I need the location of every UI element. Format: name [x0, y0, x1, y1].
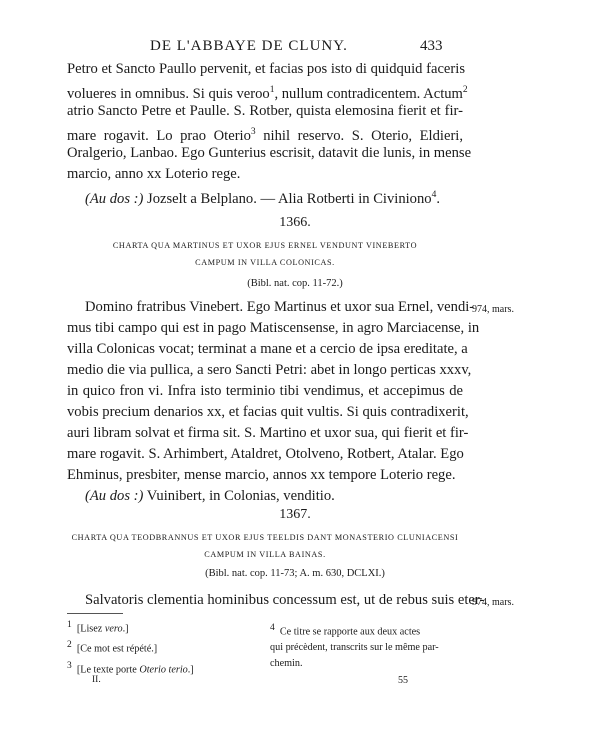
text-line: Ehminus, presbiter, mense marcio, annos xx tempore Loterio rege. [67, 467, 456, 483]
caption-line: CHARTA QUA MARTINUS ET UXOR EJUS ERNEL VENDUNT VINEBERTO [112, 241, 418, 250]
footnote-ref: 1 [269, 85, 275, 95]
signature-mark: 55 [398, 675, 408, 686]
text-line: marcio, anno xx Loterio rege. [67, 166, 241, 182]
footnote: $^2$ [Ce mot est répété.] [67, 640, 158, 655]
dorsal-line: (Au dos :) Jozselt a Belplano. — Alia Rotberti in Civiniono$^4$. [85, 190, 440, 207]
charter-caption [60, 529, 470, 563]
text-line: Petro et Sancto Paullo pervenit, et facias pos isto di quidquid faceris [67, 61, 465, 77]
text-line: Domino fratribus Vinebert. Ego Martinus et uxor sua Ernel, vendi- [85, 299, 475, 315]
source-reference: (Bibl. nat. cop. 11-72.) [247, 278, 343, 289]
charter-text [67, 297, 480, 507]
footnote-ref: 2 [462, 85, 468, 95]
text-line: vobis precium denarios xx, et facias quit vultis. Si quis contradixerit, [67, 404, 469, 420]
charter-text [67, 590, 485, 611]
text-line: medio die via pullica, a sero Sancti Petri: abet in longo perticas xxxv, [67, 362, 472, 378]
footnote-ref: 4 [431, 190, 437, 200]
footnote-ref: 3 [250, 127, 256, 137]
footnote: $^4$ Ce titre se rapporte aux deux actes [270, 623, 421, 638]
footnote-rule [67, 613, 123, 614]
text-line: mare rogavit. S. Arhimbert, Ataldret, Otolveno, Rotbert, Atalar. Ego [67, 446, 464, 462]
text-line: mus tibi campo qui est in pago Matiscensense, in agro Marciacense, in [67, 320, 480, 336]
footnote: $^3$ [Le texte porte Oterio terio.] [67, 660, 194, 676]
intro-paragraph [67, 59, 472, 207]
text-line: villa Colonicas vocat; terminat a mane et a cercio de ipsa ereditate, a [67, 341, 468, 357]
charter-number: 1367. [279, 507, 311, 522]
text-line: mare rogavit. Lo prao Oterio$^3$ nihil reservo. S. Oterio, Eldieri, [67, 127, 464, 144]
volume-mark: II. [92, 675, 101, 685]
charter-number: 1366. [279, 215, 311, 230]
caption-line: CAMPUM IN VILLA BAINAS. [204, 550, 326, 559]
footnotes-left [67, 617, 194, 678]
running-header-title: DE L'ABBAYE DE CLUNY. [150, 38, 348, 54]
page-number: 433 [420, 38, 443, 54]
charter-caption [60, 237, 470, 271]
footnote-right [270, 620, 439, 672]
text-line: in quico fron vi. Infra isto terminio tibi vendimus, et accepimus de [67, 383, 463, 399]
footnote: $^1$ [Lisez vero.] [67, 620, 129, 635]
text-line: Salvatoris clementia hominibus concessum est, ut de rebus suis eter- [85, 592, 485, 608]
footnote-continuation: chemin. [270, 658, 303, 670]
text-line: auri libram solvat et firma sit. S. Martino et uxor sua, qui fierit et fir- [67, 425, 469, 441]
footnote-continuation: qui précèdent, transcrits sur le même par- [270, 642, 439, 654]
text-line: atrio Sancto Petre et Paulle. S. Rotber, quista elemosina fierit et fir- [67, 103, 463, 119]
margin-date: 974, mars. [472, 304, 514, 315]
source-reference: (Bibl. nat. cop. 11-73; A. m. 630, DCLXI.) [205, 568, 385, 579]
text-line: Oralgerio, Lanbao. Ego Gunterius escrisit, datavit die lunis, in mense [67, 145, 472, 161]
margin-date: 974, mars. [472, 597, 514, 608]
caption-line: CAMPUM IN VILLA COLONICAS. [195, 258, 335, 267]
caption-line: CHARTA QUA TEODBRANNUS ET UXOR EJUS TEELDIS DANT MONASTERIO CLUNIACENSI [71, 533, 459, 542]
text-line: volueres in omnibus. Si quis veroo$^1$, nullum contradicentem. Actum$^2$ [67, 85, 468, 102]
dorsal-line: (Au dos :) Vuinibert, in Colonias, venditio. [85, 488, 335, 504]
